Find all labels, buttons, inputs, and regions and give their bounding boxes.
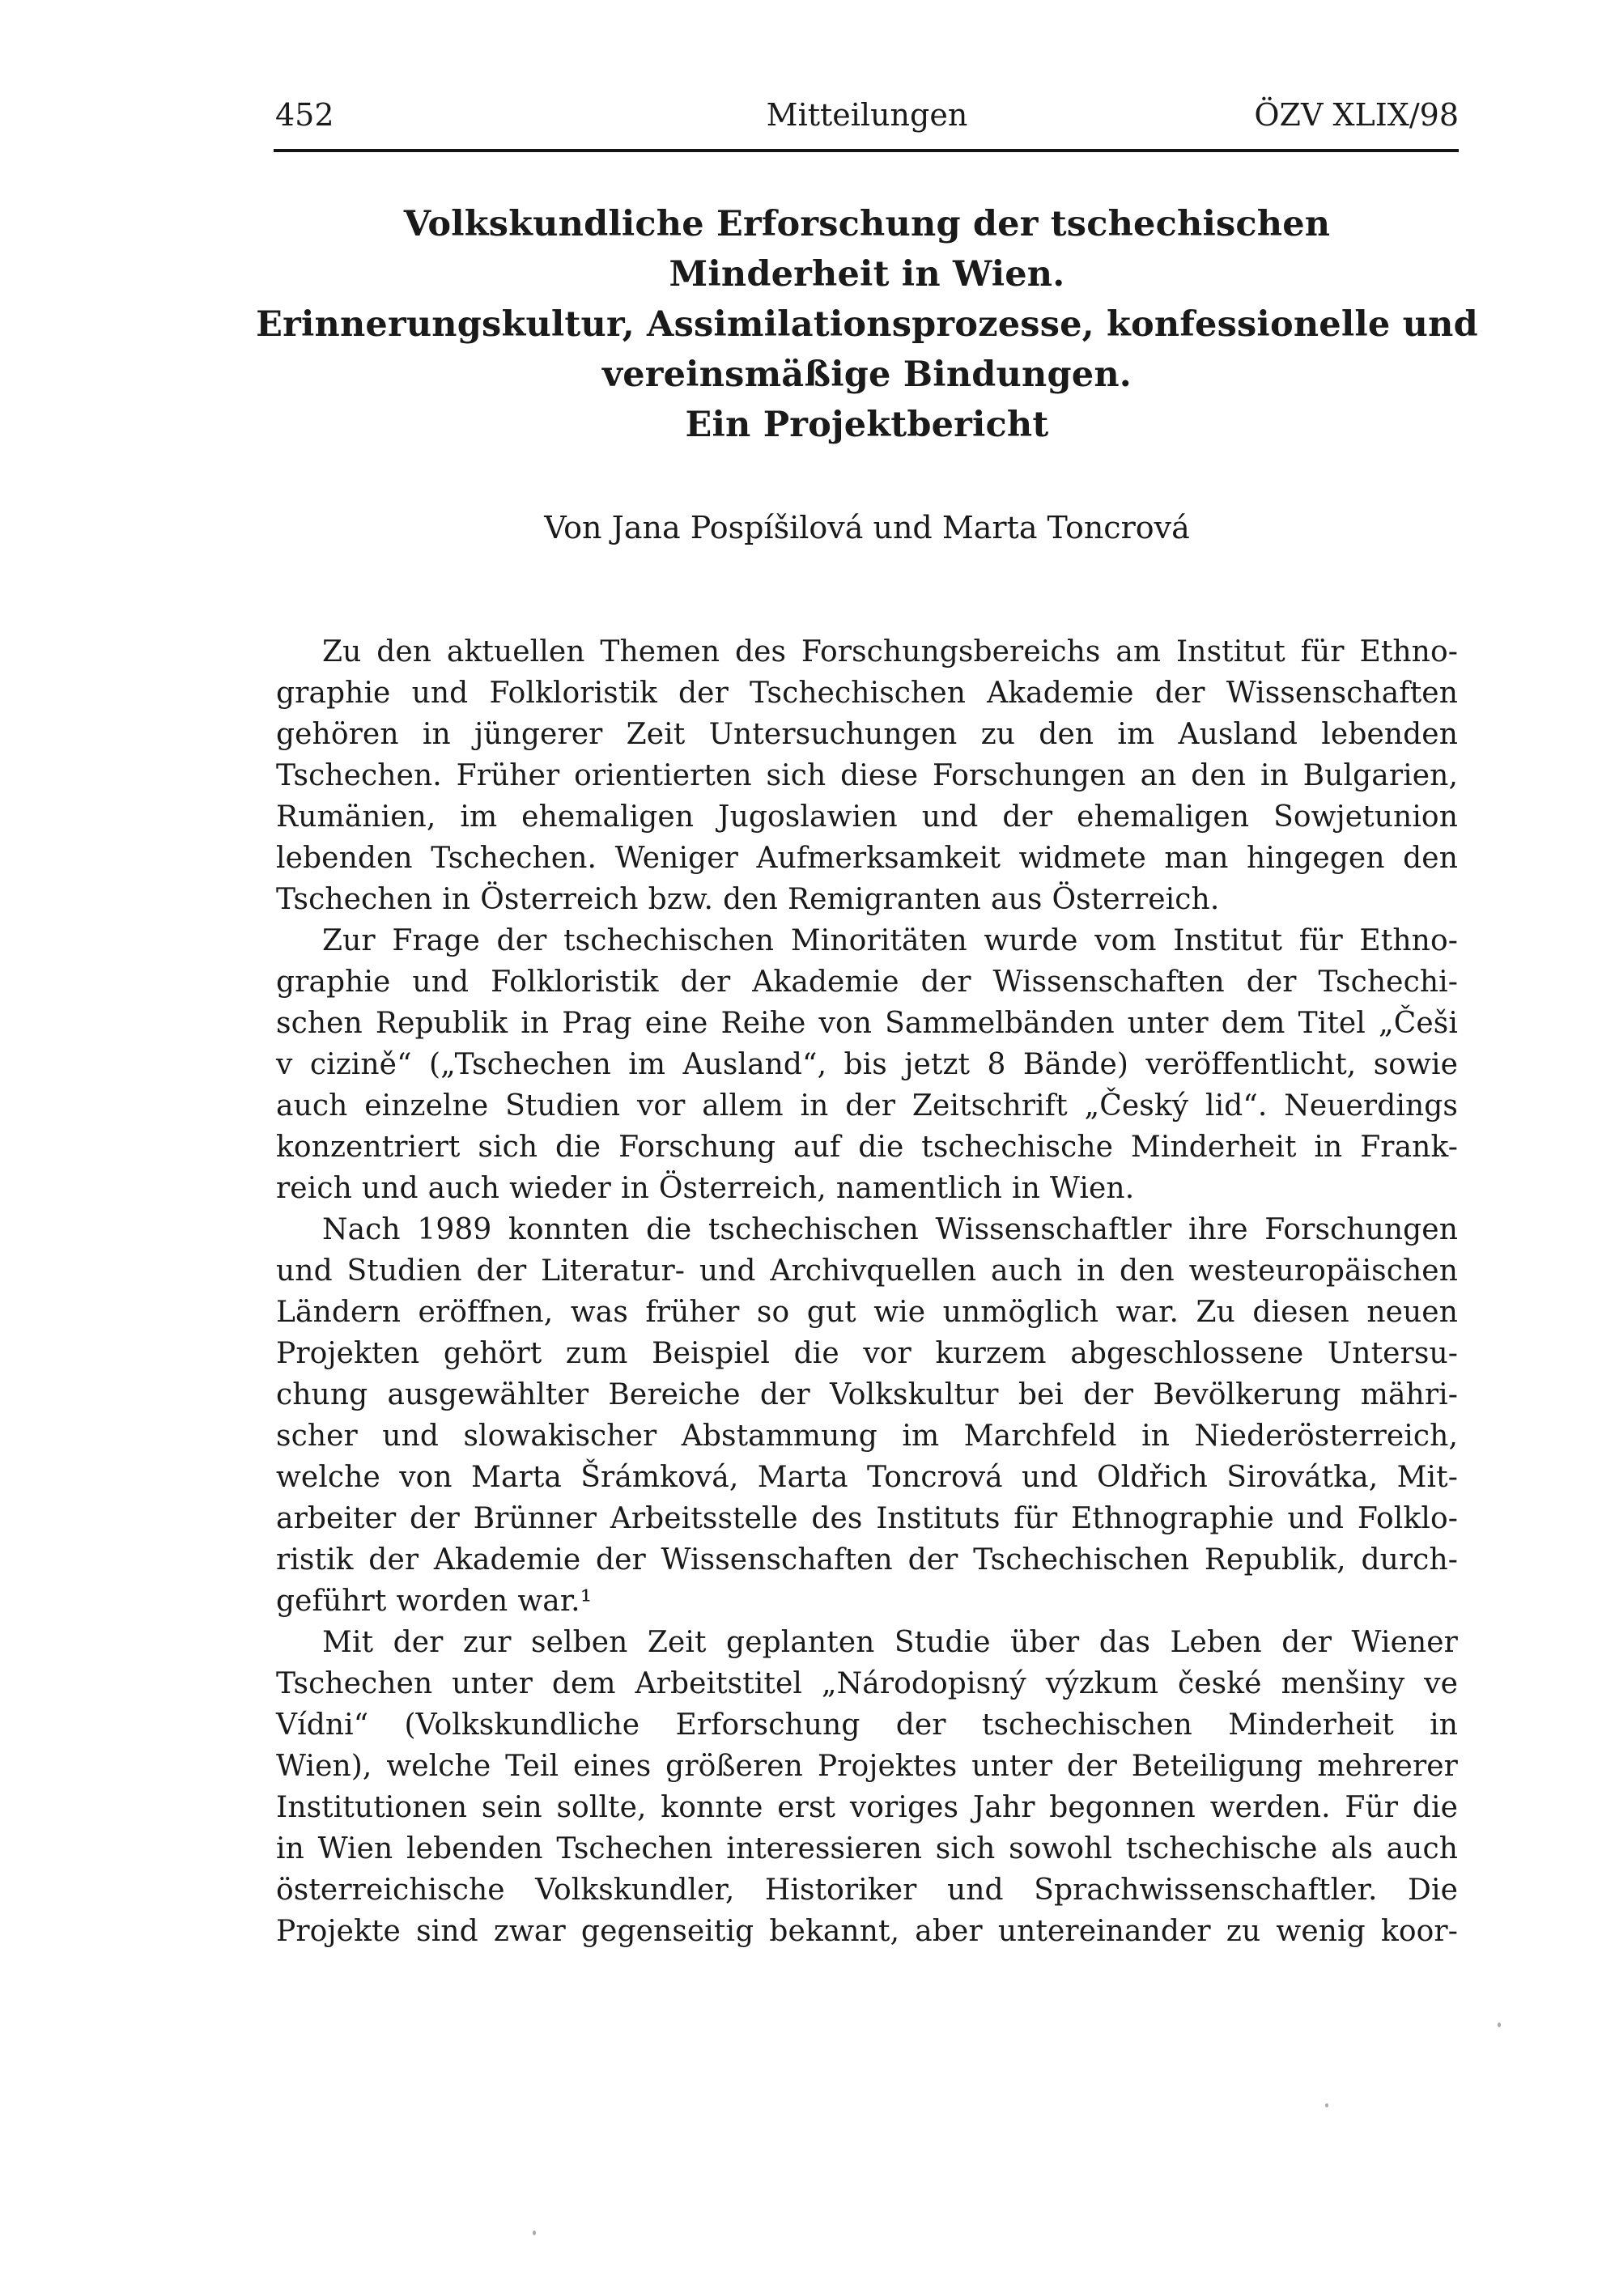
byline: Von Jana Pospíšilová und Marta Toncrová <box>544 510 1190 545</box>
text-line: geführt worden war.¹ <box>276 1585 593 1618</box>
text-line: Tschechen. Früher orientierten sich diese Forschungen an den in Bulgarien, <box>276 759 1458 792</box>
scan-speck <box>533 2230 536 2235</box>
text-line: ristik der Akademie der Wissenschaften der Tschechischen Republik, durch- <box>276 1543 1458 1577</box>
text-line: Tschechen unter dem Arbeitstitel „Národopisný výzkum české menšiny ve <box>276 1667 1458 1700</box>
text-line: und Studien der Literatur- und Archivquellen auch in den westeuropäischen <box>276 1254 1458 1288</box>
text-line: Projekte sind zwar gegenseitig bekannt, aber untereinander zu wenig koor- <box>276 1915 1458 1948</box>
text-line: graphie und Folkloristik der Akademie der Wissenschaften der Tschechi- <box>276 966 1458 999</box>
text-line: Zu den aktuellen Themen des Forschungsbereichs am Institut für Ethno- <box>322 635 1458 668</box>
article-title-line: Volkskundliche Erforschung der tschechischen <box>403 204 1331 244</box>
text-line: auch einzelne Studien vor allem in der Zeitschrift „Český lid“. Neuerdings <box>276 1089 1458 1123</box>
running-title: Mitteilungen <box>766 97 968 133</box>
article-title-line: Ein Projektbericht <box>685 405 1049 445</box>
page-header <box>275 94 1459 136</box>
scan-speck <box>1325 2103 1328 2107</box>
text-line: arbeiter der Brünner Arbeitsstelle des Instituts für Ethnographie und Folklo- <box>276 1502 1458 1535</box>
text-line: scher und slowakischer Abstammung im Marchfeld in Niederösterreich, <box>276 1420 1458 1453</box>
text-line: v cizině“ („Tschechen im Ausland“, bis jetzt 8 Bände) veröffentlicht, sowie <box>276 1048 1458 1081</box>
text-line: chung ausgewählter Bereiche der Volkskultur bei der Bevölkerung mähri- <box>276 1378 1458 1411</box>
article-title-line: vereinsmäßige Bindungen. <box>602 354 1132 395</box>
article-body <box>276 631 1458 1952</box>
text-line: Zur Frage der tschechischen Minoritäten wurde vom Institut für Ethno- <box>322 924 1458 957</box>
journal-ref: ÖZV XLIX/98 <box>1254 97 1459 133</box>
page-number: 452 <box>275 97 334 133</box>
text-line: Wien), welche Teil eines größeren Projektes unter der Beteiligung mehrerer <box>276 1750 1458 1783</box>
text-line: reich und auch wieder in Österreich, namentlich in Wien. <box>276 1172 1135 1205</box>
text-line: Mit der zur selben Zeit geplanten Studie über das Leben der Wiener <box>322 1626 1458 1659</box>
scan-speck <box>1498 2022 1501 2027</box>
text-line: lebenden Tschechen. Weniger Aufmerksamkeit widmete man hingegen den <box>276 842 1458 875</box>
text-line: schen Republik in Prag eine Reihe von Sammelbänden unter dem Titel „Češi <box>276 1007 1458 1040</box>
text-line: in Wien lebenden Tschechen interessieren sich sowohl tschechische als auch <box>276 1832 1458 1865</box>
header-rule <box>274 149 1459 152</box>
article-title-line: Erinnerungskultur, Assimilationsprozesse, konfessionelle und <box>256 304 1478 345</box>
text-line: Rumänien, im ehemaligen Jugoslawien und der ehemaligen Sowjetunion <box>276 800 1458 834</box>
article-title <box>243 199 1491 450</box>
text-line: gehören in jüngerer Zeit Untersuchungen zu den im Ausland lebenden <box>276 718 1458 751</box>
text-line: Nach 1989 konnten die tschechischen Wissenschaftler ihre Forschungen <box>322 1213 1458 1246</box>
text-line: Institutionen sein sollte, konnte erst voriges Jahr begonnen werden. Für die <box>276 1791 1458 1824</box>
text-line: konzentriert sich die Forschung auf die tschechische Minderheit in Frank- <box>276 1131 1458 1164</box>
text-line: Tschechen in Österreich bzw. den Remigranten aus Österreich. <box>276 883 1220 916</box>
text-line: welche von Marta Šrámková, Marta Toncrová und Oldřich Sirovátka, Mit- <box>276 1461 1458 1494</box>
text-line: Projekten gehört zum Beispiel die vor kurzem abgeschlossene Untersu- <box>276 1337 1458 1370</box>
text-line: österreichische Volkskundler, Historiker und Sprachwissenschaftler. Die <box>276 1874 1458 1907</box>
text-line: graphie und Folkloristik der Tschechischen Akademie der Wissenschaften <box>276 677 1458 710</box>
article-title-line: Minderheit in Wien. <box>669 254 1065 295</box>
text-line: Ländern eröffnen, was früher so gut wie unmöglich war. Zu diesen neuen <box>276 1296 1458 1329</box>
text-line: Vídni“ (Volkskundliche Erforschung der tschechischen Minderheit in <box>276 1708 1458 1742</box>
